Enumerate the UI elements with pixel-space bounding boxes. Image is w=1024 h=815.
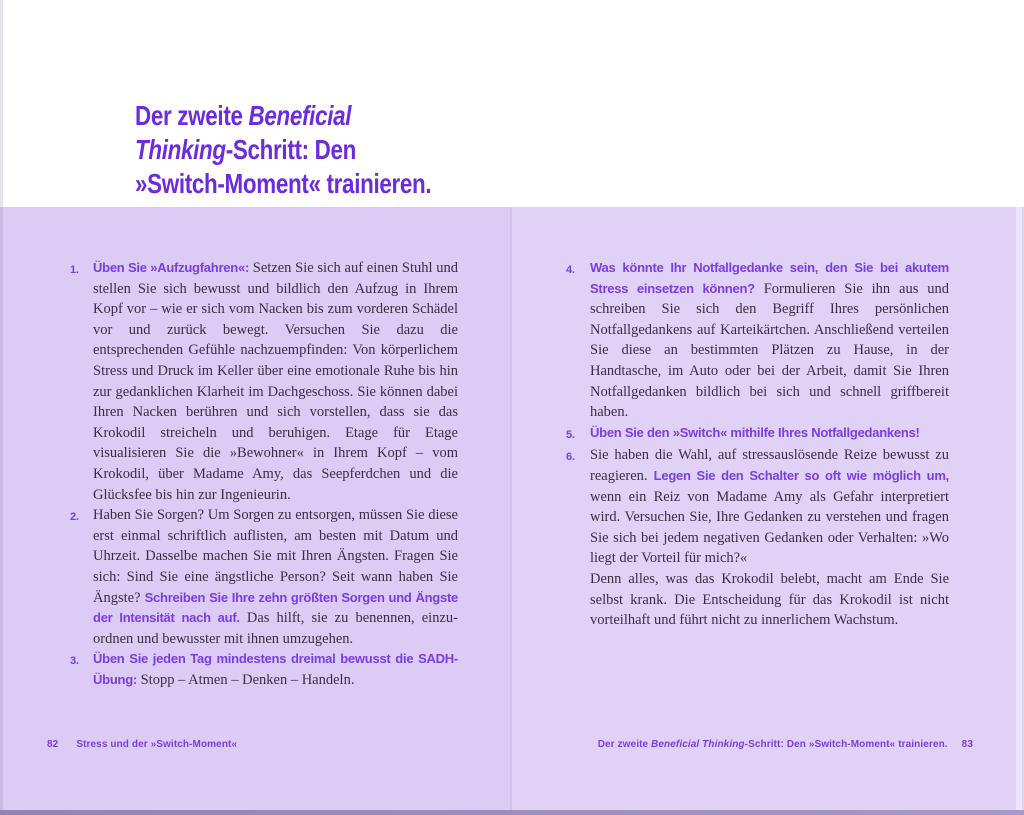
right-page-list xyxy=(566,258,949,631)
text-segment: Stopp – Atmen – Denken – Handeln. xyxy=(136,671,355,688)
list-item xyxy=(566,445,949,630)
text-segment: Legen Sie den Schalter so oft wie möglich um, xyxy=(653,467,949,483)
item-text xyxy=(93,649,458,690)
left-page-list xyxy=(70,258,458,690)
item-text xyxy=(590,423,949,444)
item-number: 1. xyxy=(70,264,79,276)
text-segment: Der zweite xyxy=(597,739,652,750)
text-segment: -Schritt: Den xyxy=(225,134,357,165)
text-segment: Thinking xyxy=(135,134,226,165)
item-text xyxy=(93,505,458,649)
text-segment: Sie haben die Wahl, auf stressauslösende Reize bewusst zu reagieren. xyxy=(590,447,949,484)
left-page-footer xyxy=(47,739,237,750)
text-segment: -Schritt: Den »Switch-Moment« trainieren. xyxy=(744,739,948,750)
item-number: 4. xyxy=(566,264,575,276)
item-number: 6. xyxy=(566,451,575,464)
item-text xyxy=(590,445,949,630)
text-segment: »Switch-Moment« trainieren. xyxy=(135,168,432,199)
page-bottom-edge-shadow xyxy=(0,810,1024,815)
list-item xyxy=(70,649,458,690)
list-item xyxy=(566,423,949,446)
text-segment: Beneficial Thinking xyxy=(651,739,745,750)
page-right-edge-highlight xyxy=(1016,207,1022,810)
text-segment: Üben Sie jeden Tag mindestens dreimal bewusst die SADH-Übung: xyxy=(93,651,458,687)
text-segment: Beneficial xyxy=(248,100,352,131)
chapter-title xyxy=(135,99,431,201)
list-item xyxy=(70,258,458,505)
text-segment: Denn alles, was das Krokodil belebt, macht am Ende Sie selbst krank. Die Entscheidung für das Krokodil ist nicht vorteilhaft und führt nicht zu innerlichem Wachstum. xyxy=(590,570,949,629)
page-number: 83 xyxy=(961,739,973,750)
text-segment: wenn ein Reiz von Madame Amy als Gefahr interpretiert wird. Versuchen Sie, Ihre Gedanken zu verstehen und fragen Sie sich bei jedem negativen Gedanken oder Verhalten: »Wo liegt der Vorteil für mich?« xyxy=(590,488,949,567)
chapter-label: Stress und der »Switch-Moment« xyxy=(76,739,238,750)
text-segment: Üben Sie den »Switch« mithilfe Ihres Notfallgedankens! xyxy=(590,424,920,440)
page-number: 82 xyxy=(47,739,59,750)
item-number: 2. xyxy=(70,511,79,524)
right-page-footer xyxy=(598,739,973,750)
item-text xyxy=(93,258,458,505)
text-segment: Das hilft, sie zu benennen, einzuordnen und bewusster mit ihnen umzugehen. xyxy=(93,610,458,647)
item-text xyxy=(590,258,949,423)
text-segment: Der zweite xyxy=(135,100,249,131)
text-segment: Haben Sie Sorgen? Um Sorgen zu entsorgen, müssen Sie diese erst einmal schriftlich auflisten, am besten mit Datum und Uhrzeit. Dasselbe machen Sie mit Ihren Ängsten. Fragen Sie sich: Sind Sie eine ängstliche Person? Seit wann haben Sie Ängste? xyxy=(93,507,458,606)
text-segment: Was könnte Ihr Notfallgedanke sein, den Sie bei akutem Stress einsetzen können? xyxy=(590,260,949,296)
text-segment: Üben Sie »Aufzugfahren«: xyxy=(93,260,250,275)
item-number: 5. xyxy=(566,428,575,441)
text-segment: Formulieren Sie ihn aus und schreiben Sie sich den Begriff Ihres persönlichen Notfallgedankens auf Karteikärtchen. Anschließend verteilen Sie diese an bestimmten Plätzen zu Hause, in der Handtasche, im Auto oder bei der Arbeit, damit Sie Ihren Notfallgedanken bildlich bei sich und schnell griffbereit haben. xyxy=(590,280,949,421)
text-segment: Setzen Sie sich auf einen Stuhl und stellen Sie sich bewusst und bildlich den Aufzug in Ihrem Kopf vor – wie er sich vom Nacken bis zum vorderen Schädel vor und zurück bewegt. Versuchen Sie dazu die entsprechenden Gefühle nachzuempfinden: Von körperlichem Stress und Druck im Keller über eine emotionale Ruhe bis hin zur gedanklichen Klarheit im Dachgeschoss. Sie können dabei Ihren Nacken berühren und sich vorstellen, dass sie das Krokodil streicheln und beruhigen. Etage für Etage visualisieren Sie die »Bewohner« in Ihrem Kopf – vom Krokodil, über Madame Amy, das Seepferdchen und die Glücksfee bis hin zur Ingenieurin. xyxy=(93,260,459,503)
list-item xyxy=(70,505,458,649)
list-item xyxy=(566,258,949,423)
page-left-edge-shadow xyxy=(0,0,3,815)
text-segment: Schreiben Sie Ihre zehn größten Sorgen und Ängste der Intensität nach auf. xyxy=(93,589,458,626)
item-number: 3. xyxy=(70,655,79,668)
chapter-label xyxy=(598,739,948,750)
book-spine-seam xyxy=(510,207,512,810)
